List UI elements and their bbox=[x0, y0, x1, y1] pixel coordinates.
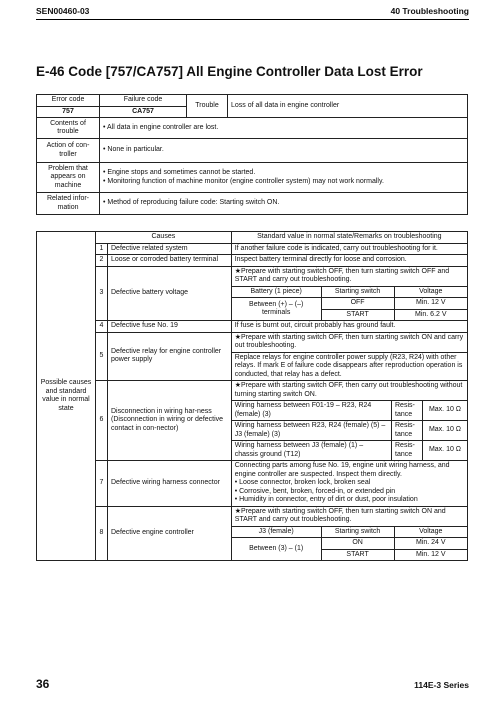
voltage-value: Min. 12 V bbox=[394, 549, 467, 560]
inspection-item: • Corrosive, bent, broken, forced-in, or extended pin bbox=[235, 488, 464, 497]
voltage-header: Voltage bbox=[394, 527, 467, 538]
cause-name: Loose or corroded battery terminal bbox=[108, 255, 232, 267]
switch-state: START bbox=[321, 549, 394, 560]
cause-remark: If fuse is burnt out, circuit probably has ground fault. bbox=[231, 321, 467, 333]
cause-row bbox=[37, 255, 468, 267]
series-name: 114E-3 Series bbox=[414, 680, 469, 690]
cause-number: 2 bbox=[96, 255, 108, 267]
cause-number: 7 bbox=[96, 461, 108, 507]
cause-number: 6 bbox=[96, 381, 108, 461]
col-standard: Standard value in normal state/Remarks on troubleshooting bbox=[231, 232, 467, 244]
resistance-value: Max. 10 Ω bbox=[423, 401, 468, 421]
cause-row bbox=[37, 461, 468, 507]
harness-path: Wiring harness between F01-19 – R23, R24 (female) (3) bbox=[232, 401, 392, 421]
measure-point: Between (3) – (1) bbox=[232, 538, 321, 561]
cause-name: Defective related system bbox=[108, 243, 232, 255]
resistance-value: Max. 10 Ω bbox=[423, 441, 468, 461]
voltage-header: Voltage bbox=[394, 287, 467, 298]
inspection-item: • Loose connector, broken lock, broken seal bbox=[235, 479, 464, 488]
cause-row bbox=[37, 243, 468, 255]
contents-label: Contents of trouble bbox=[37, 118, 100, 139]
precondition-note: ★ Prepare with starting switch OFF, then carry out troubleshooting without turning starting switch ON. bbox=[232, 381, 467, 401]
voltage-value: Min. 6.2 V bbox=[394, 309, 467, 320]
precondition-note: ★ Prepare with starting switch OFF, then turn starting switch ON and carry out troubleshooting. bbox=[232, 333, 467, 353]
inspection-intro: Connecting parts among fuse No. 19, engine unit wiring harness, and engine controller are suspected. Inspect them directly. bbox=[234, 462, 450, 478]
cause-number: 3 bbox=[96, 266, 108, 321]
cause-number: 4 bbox=[96, 321, 108, 333]
switch-state: START bbox=[321, 309, 394, 320]
cause-remark: Inspect battery terminal directly for loose and corrosion. bbox=[231, 255, 467, 267]
voltage-table bbox=[232, 527, 467, 561]
voltage-value: Min. 12 V bbox=[394, 298, 467, 310]
causes-side-label: Possible causes and standard value in normal state bbox=[37, 232, 96, 561]
cause-remark: Replace relays for engine controller power supply (R23, R24) with other relays. If mark E of failure code disappears after reproduction operation is conducted, that relay has a defect. bbox=[234, 353, 463, 378]
resistance-value: Max. 10 Ω bbox=[423, 421, 468, 441]
cause-name: Defective battery voltage bbox=[108, 266, 232, 321]
error-code: 757 bbox=[37, 106, 100, 118]
doc-id: SEN00460-03 bbox=[36, 6, 90, 16]
cause-row bbox=[37, 266, 468, 321]
cause-number: 5 bbox=[96, 332, 108, 381]
failure-code-label: Failure code bbox=[100, 95, 187, 107]
summary-table bbox=[36, 94, 468, 215]
page-number: 36 bbox=[36, 677, 50, 691]
cause-row bbox=[37, 321, 468, 333]
contents-text: • All data in engine controller are lost. bbox=[100, 118, 468, 139]
voltage-header: Battery (1 piece) bbox=[232, 287, 321, 298]
page-footer bbox=[36, 677, 469, 691]
failure-code: CA757 bbox=[100, 106, 187, 118]
cause-number: 1 bbox=[96, 243, 108, 255]
inspection-item: • Humidity in connector, entry of dirt or dust, poor insulation bbox=[235, 496, 464, 505]
cause-name: Defective fuse No. 19 bbox=[108, 321, 232, 333]
resistance-label: Resis-tance bbox=[392, 441, 423, 461]
resistance-table bbox=[232, 401, 467, 460]
cause-row bbox=[37, 506, 468, 561]
error-code-label: Error code bbox=[37, 95, 100, 107]
causes-table bbox=[36, 231, 468, 561]
switch-state: OFF bbox=[321, 298, 394, 310]
voltage-header: Starting switch bbox=[321, 527, 394, 538]
related-text: • Method of reproducing failure code: Starting switch ON. bbox=[100, 193, 468, 215]
harness-path: Wiring harness between R23, R24 (female) (5) – J3 (female) (3) bbox=[232, 421, 392, 441]
problem-text bbox=[100, 163, 468, 193]
switch-state: ON bbox=[321, 538, 394, 550]
header-rule bbox=[36, 19, 469, 20]
cause-number: 8 bbox=[96, 506, 108, 561]
trouble-text: Loss of all data in engine controller bbox=[228, 95, 468, 118]
cause-remark bbox=[231, 461, 467, 507]
trouble-label: Trouble bbox=[187, 95, 228, 118]
related-label: Related infor-mation bbox=[37, 193, 100, 215]
cause-row bbox=[37, 332, 468, 381]
cause-remark: If another failure code is indicated, carry out troubleshooting for it. bbox=[231, 243, 467, 255]
problem-line: • Engine stops and sometimes cannot be started. bbox=[103, 169, 464, 178]
measure-point: Between (+) – (–) terminals bbox=[232, 298, 321, 321]
precondition-note: ★ Prepare with starting switch OFF, then turn starting switch ON and START and carry out troubleshooting. bbox=[232, 507, 467, 527]
cause-name: Defective engine controller bbox=[108, 506, 232, 561]
precondition-note: ★ Prepare with starting switch OFF, then turn starting switch OFF and START and carry out troubleshooting. bbox=[232, 267, 467, 287]
action-text: • None in particular. bbox=[100, 139, 468, 163]
voltage-header: J3 (female) bbox=[232, 527, 321, 538]
resistance-label: Resis-tance bbox=[392, 401, 423, 421]
cause-name: Defective relay for engine controller power supply bbox=[108, 332, 232, 381]
resistance-label: Resis-tance bbox=[392, 421, 423, 441]
problem-label: Problem that appears on machine bbox=[37, 163, 100, 193]
action-label: Action of con-troller bbox=[37, 139, 100, 163]
voltage-value: Min. 24 V bbox=[394, 538, 467, 550]
col-causes: Causes bbox=[96, 232, 232, 244]
harness-path: Wiring harness between J3 (female) (1) – chassis ground (T12) bbox=[232, 441, 392, 461]
cause-row bbox=[37, 381, 468, 461]
cause-name: Disconnection in wiring har-ness (Disconnection in wiring or defective contact in con-nector) bbox=[108, 381, 232, 461]
voltage-header: Starting switch bbox=[321, 287, 394, 298]
page-header bbox=[36, 6, 469, 16]
voltage-table bbox=[232, 287, 467, 321]
cause-name: Defective wiring harness connector bbox=[108, 461, 232, 507]
problem-line: • Monitoring function of machine monitor (engine controller system) may not work normally. bbox=[103, 178, 464, 187]
section-name: 40 Troubleshooting bbox=[390, 6, 469, 16]
page-title: E-46 Code [757/CA757] All Engine Controller Data Lost Error bbox=[36, 64, 423, 79]
